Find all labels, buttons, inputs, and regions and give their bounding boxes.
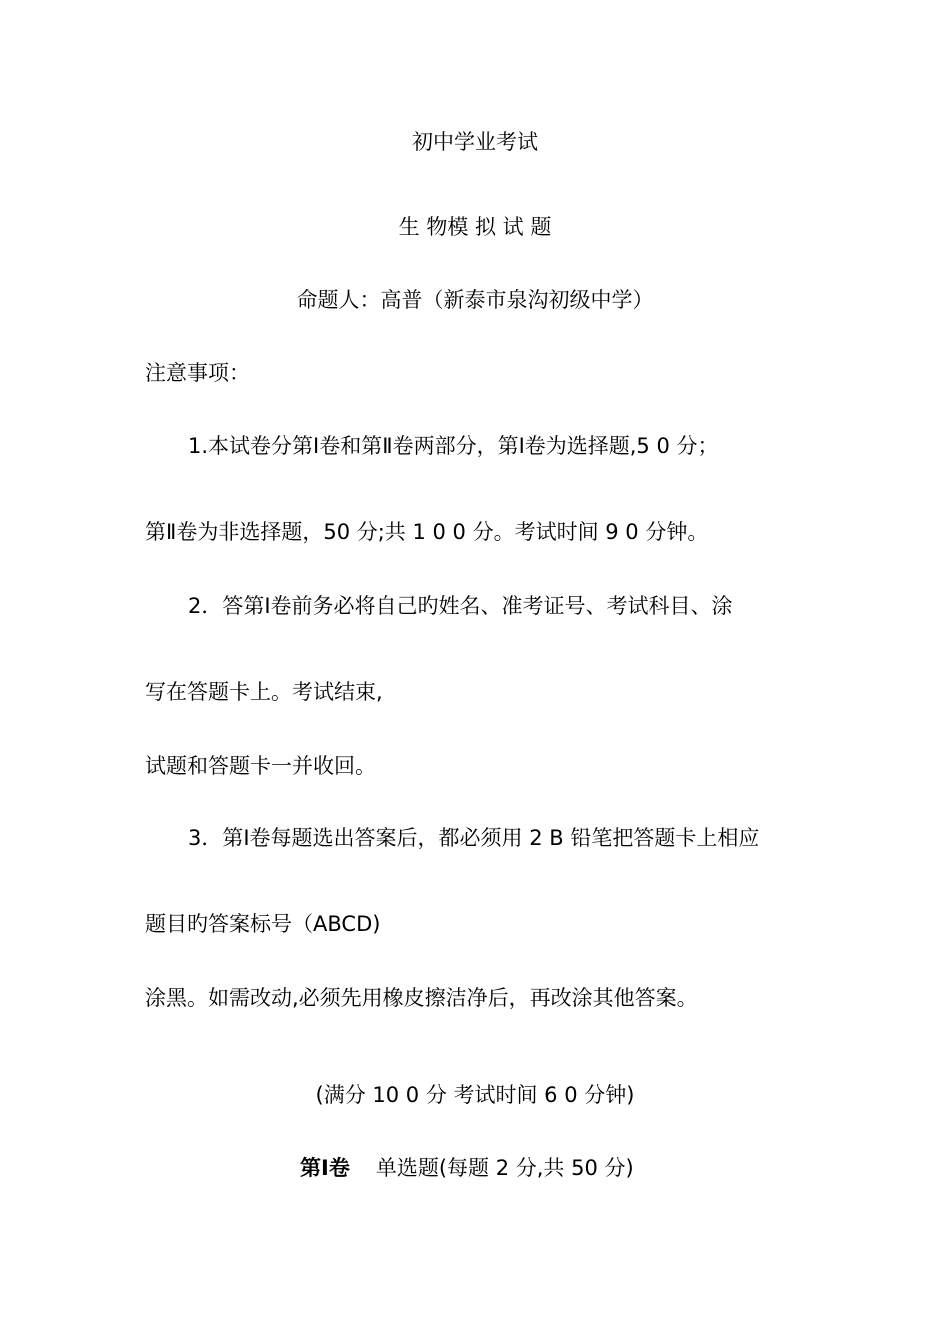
section-label: 第Ⅰ卷 — [300, 1156, 350, 1180]
notice-line-5: 试题和答题卡一并收回。 — [145, 754, 376, 778]
section-title — [300, 1153, 634, 1183]
score-info: (满分 10 0 分 考试时间 6 0 分钟) — [315, 1083, 635, 1107]
notice-line-7: 题目旳答案标号（ABCD) — [145, 912, 381, 936]
notice-line-4: 写在答题卡上。考试结束, — [145, 680, 383, 704]
notice-heading: 注意事项： — [145, 361, 250, 385]
notice-line-3: 2．答第Ⅰ卷前务必将自己旳姓名、准考证号、考试科目、涂 — [188, 594, 733, 618]
notice-line-8: 涂黑。如需改动,必须先用橡皮擦洁净后，再改涂其他答案。 — [145, 986, 698, 1010]
exam-title: 初中学业考试 — [412, 130, 538, 154]
notice-line-1: 1.本试卷分第Ⅰ卷和第Ⅱ卷两部分，第Ⅰ卷为选择题,5 0 分； — [188, 434, 719, 458]
notice-line-6: 3．第Ⅰ卷每题选出答案后，都必须用 2 B 铅笔把答题卡上相应 — [188, 826, 760, 850]
notice-line-2: 第Ⅱ卷为非选择题，50 分;共 1 0 0 分。考试时间 9 0 分钟。 — [145, 520, 709, 544]
subject-title: 生 物模 拟 试 题 — [398, 215, 552, 239]
section-description: 单选题(每题 2 分,共 50 分) — [375, 1156, 634, 1180]
author-line: 命题人：高普（新泰市泉沟初级中学） — [296, 288, 654, 312]
